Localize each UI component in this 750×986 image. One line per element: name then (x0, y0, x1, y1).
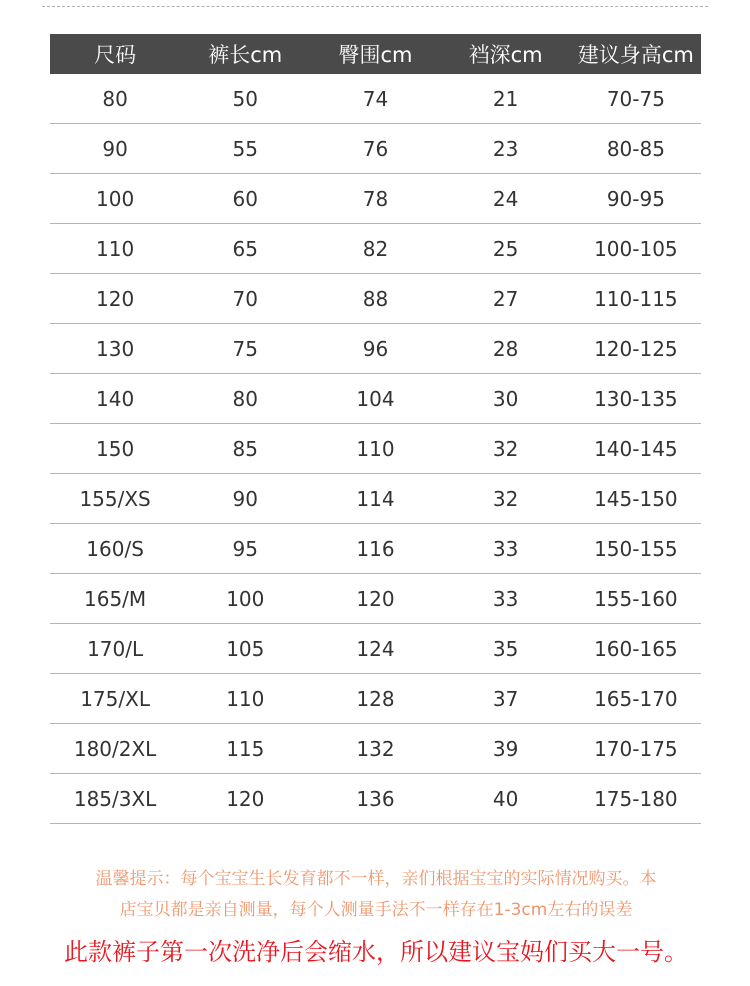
table-body (50, 74, 701, 824)
cell-crotch-depth: 32 (441, 474, 571, 524)
cell-crotch-depth: 33 (441, 574, 571, 624)
cell-size: 165/M (50, 574, 180, 624)
cell-size: 170/L (50, 624, 180, 674)
size-chart-table (50, 34, 701, 824)
cell-hip: 110 (310, 424, 440, 474)
cell-hip: 136 (310, 774, 440, 824)
cell-crotch-depth: 33 (441, 524, 571, 574)
cell-hip: 104 (310, 374, 440, 424)
table-row (50, 174, 701, 224)
cell-recommended-height: 90-95 (571, 174, 701, 224)
cell-crotch-depth: 24 (441, 174, 571, 224)
cell-size: 185/3XL (50, 774, 180, 824)
cell-recommended-height: 130-135 (571, 374, 701, 424)
table-row (50, 774, 701, 824)
cell-hip: 74 (310, 74, 440, 124)
tip-note-line-2: 店宝贝都是亲自测量，每个人测量手法不一样存在1-3cm左右的误差 (119, 900, 633, 920)
table-row (50, 124, 701, 174)
cell-size: 90 (50, 124, 180, 174)
table-row (50, 474, 701, 524)
cell-pants-length: 80 (180, 374, 310, 424)
cell-pants-length: 65 (180, 224, 310, 274)
cell-pants-length: 90 (180, 474, 310, 524)
cell-crotch-depth: 40 (441, 774, 571, 824)
cell-pants-length: 55 (180, 124, 310, 174)
top-dashed-divider (42, 6, 708, 7)
cell-crotch-depth: 21 (441, 74, 571, 124)
cell-size: 180/2XL (50, 724, 180, 774)
cell-hip: 124 (310, 624, 440, 674)
cell-pants-length: 105 (180, 624, 310, 674)
cell-crotch-depth: 28 (441, 324, 571, 374)
cell-pants-length: 75 (180, 324, 310, 374)
cell-size: 130 (50, 324, 180, 374)
table-row (50, 324, 701, 374)
cell-hip: 116 (310, 524, 440, 574)
cell-pants-length: 100 (180, 574, 310, 624)
cell-hip: 96 (310, 324, 440, 374)
cell-hip: 132 (310, 724, 440, 774)
cell-pants-length: 70 (180, 274, 310, 324)
cell-size: 155/XS (50, 474, 180, 524)
cell-pants-length: 120 (180, 774, 310, 824)
table-row (50, 724, 701, 774)
shrink-warning: 此款裤子第一次洗净后会缩水，所以建议宝妈们买大一号。 (64, 938, 688, 966)
cell-size: 140 (50, 374, 180, 424)
cell-crotch-depth: 30 (441, 374, 571, 424)
table-row (50, 524, 701, 574)
table-row (50, 74, 701, 124)
cell-pants-length: 85 (180, 424, 310, 474)
table-row (50, 224, 701, 274)
cell-hip: 88 (310, 274, 440, 324)
table-header-row (50, 34, 701, 74)
cell-recommended-height: 140-145 (571, 424, 701, 474)
cell-hip: 76 (310, 124, 440, 174)
table-row (50, 674, 701, 724)
cell-size: 80 (50, 74, 180, 124)
cell-recommended-height: 80-85 (571, 124, 701, 174)
cell-recommended-height: 70-75 (571, 74, 701, 124)
cell-recommended-height: 100-105 (571, 224, 701, 274)
cell-size: 160/S (50, 524, 180, 574)
cell-pants-length: 95 (180, 524, 310, 574)
cell-recommended-height: 170-175 (571, 724, 701, 774)
cell-pants-length: 115 (180, 724, 310, 774)
cell-crotch-depth: 27 (441, 274, 571, 324)
cell-recommended-height: 145-150 (571, 474, 701, 524)
cell-crotch-depth: 32 (441, 424, 571, 474)
cell-hip: 120 (310, 574, 440, 624)
cell-hip: 82 (310, 224, 440, 274)
cell-pants-length: 60 (180, 174, 310, 224)
cell-pants-length: 110 (180, 674, 310, 724)
header-crotch-depth: 裆深cm (441, 34, 571, 74)
cell-size: 150 (50, 424, 180, 474)
cell-recommended-height: 155-160 (571, 574, 701, 624)
cell-crotch-depth: 37 (441, 674, 571, 724)
cell-size: 175/XL (50, 674, 180, 724)
cell-recommended-height: 120-125 (571, 324, 701, 374)
cell-recommended-height: 175-180 (571, 774, 701, 824)
cell-pants-length: 50 (180, 74, 310, 124)
cell-crotch-depth: 25 (441, 224, 571, 274)
cell-hip: 114 (310, 474, 440, 524)
cell-size: 100 (50, 174, 180, 224)
cell-crotch-depth: 35 (441, 624, 571, 674)
cell-recommended-height: 150-155 (571, 524, 701, 574)
cell-crotch-depth: 23 (441, 124, 571, 174)
cell-recommended-height: 110-115 (571, 274, 701, 324)
table-row (50, 374, 701, 424)
header-hip: 臀围cm (310, 34, 440, 74)
cell-hip: 128 (310, 674, 440, 724)
table-row (50, 274, 701, 324)
cell-recommended-height: 160-165 (571, 624, 701, 674)
cell-hip: 78 (310, 174, 440, 224)
cell-recommended-height: 165-170 (571, 674, 701, 724)
header-size: 尺码 (50, 34, 180, 74)
cell-crotch-depth: 39 (441, 724, 571, 774)
cell-size: 120 (50, 274, 180, 324)
tip-note-line-1: 温馨提示：每个宝宝生长发育都不一样，亲们根据宝宝的实际情况购买。本 (95, 869, 657, 889)
table-row (50, 424, 701, 474)
table-row (50, 624, 701, 674)
cell-size: 110 (50, 224, 180, 274)
table-row (50, 574, 701, 624)
header-pants-length: 裤长cm (180, 34, 310, 74)
header-recommended-height: 建议身高cm (571, 34, 701, 74)
